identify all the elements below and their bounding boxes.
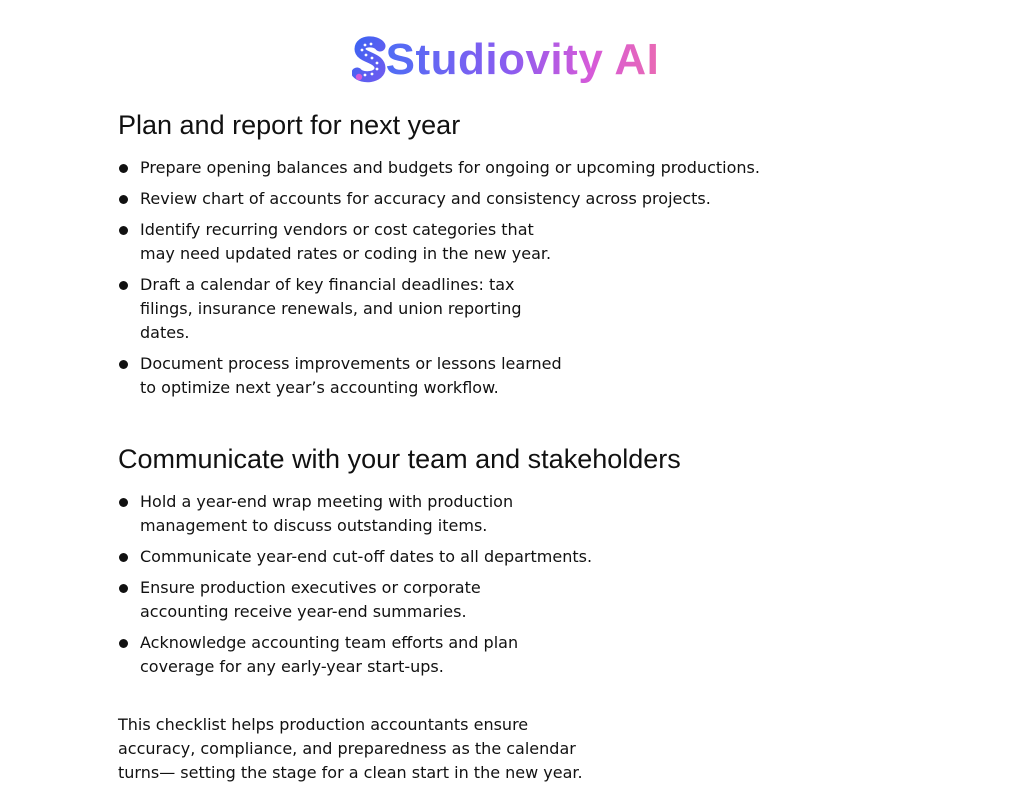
section-heading: Communicate with your team and stakeholders (118, 444, 681, 474)
list-item: Document process improvements or lessons learned to optimize next year’s accounting workflow. (118, 352, 570, 400)
list-item: Acknowledge accounting team efforts and plan coverage for any early-year start-ups. (118, 631, 570, 679)
film-strip-s-icon (352, 36, 386, 84)
checklist (118, 156, 818, 400)
list-item: Review chart of accounts for accuracy and consistency across projects. (118, 187, 780, 211)
checklist-content (118, 107, 818, 686)
checklist (118, 490, 818, 679)
list-item: Draft a calendar of key financial deadlines: tax filings, insurance renewals, and union reporting dates. (118, 273, 570, 345)
brand-name: Studiovity AI (386, 32, 660, 88)
list-item: Ensure production executives or corporate accounting receive year-end summaries. (118, 576, 570, 624)
list-item: Hold a year-end wrap meeting with production management to discuss outstanding items. (118, 490, 570, 538)
list-item: Communicate year-end cut-off dates to all departments. (118, 545, 780, 569)
section-plan-and-report (118, 107, 818, 400)
section-heading: Plan and report for next year (118, 110, 461, 140)
closing-paragraph: This checklist helps production accountants ensure accuracy, compliance, and preparedness as the calendar turns— setting the stage for a clean start in the new year. (118, 715, 583, 782)
list-item: Identify recurring vendors or cost categories that may need updated rates or coding in the new year. (118, 218, 570, 266)
list-item: Prepare opening balances and budgets for ongoing or upcoming productions. (118, 156, 780, 180)
brand-logo (0, 32, 1011, 88)
section-communicate (118, 441, 818, 679)
